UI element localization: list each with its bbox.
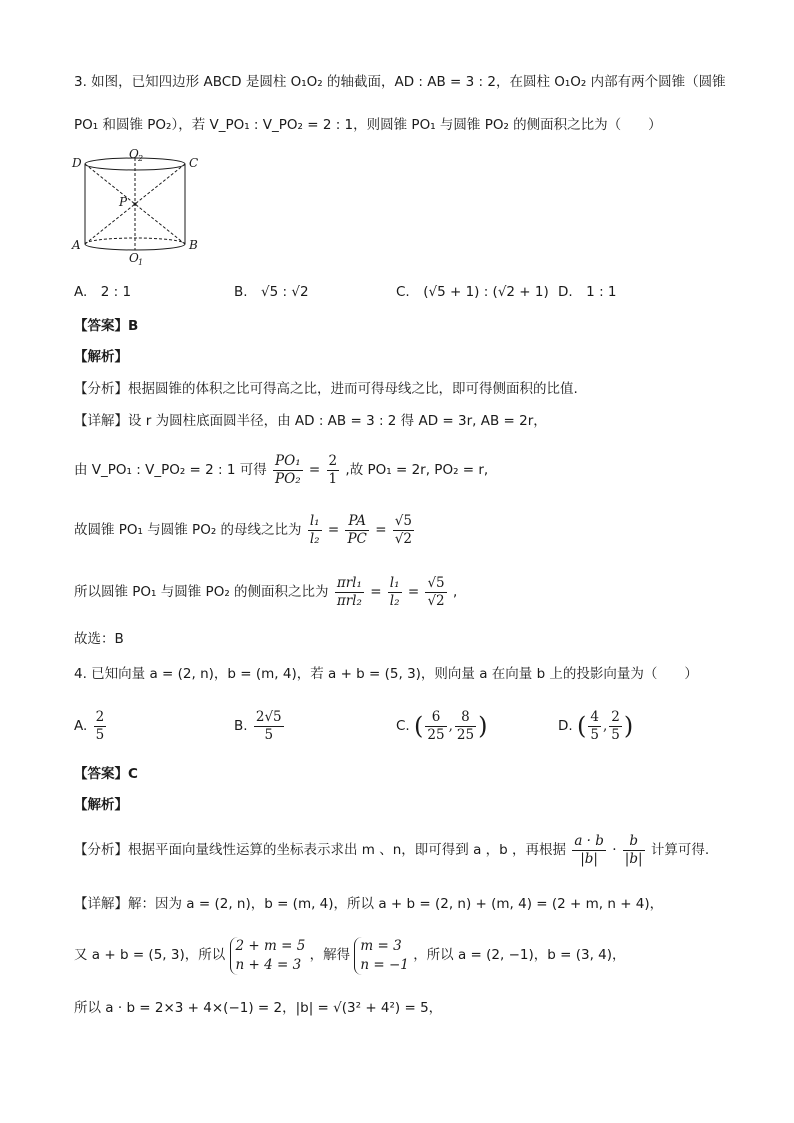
label-c: C [189, 156, 199, 170]
q3-detail-1: 【详解】设 r 为圆柱底面圆半径，由 AD : AB = 3 : 2 得 AD = 3r, AB = 2r， [74, 413, 547, 429]
q4-detail-2 [74, 935, 626, 975]
q4-option-d-frac1: $\frac{4}{5}$ [590, 708, 599, 743]
q4-option-d-label: D. [558, 718, 573, 734]
q4-system-equations: 2 + m = 5 n + 4 = 3 [230, 935, 306, 975]
q3-stem-line2: PO₁ 和圆锥 PO₂），若 V_PO₁ : V_PO₂ = 2 : 1，则圆锥 PO₁ 与圆锥 PO₂ 的侧面积之比为（ ） [74, 117, 662, 133]
q4-analysis-tag: 【解析】 [74, 797, 128, 813]
q4-option-c-frac1: $\frac{6}{25}$ [427, 708, 445, 743]
q3-frac-sqrt2: $\frac{√5}{√2}$ [427, 574, 445, 609]
q3-detail-2-post: ,故 PO₁ = 2r, PO₂ = r, [345, 462, 489, 478]
q4-detail-2-post: ，所以 a = (2, −1)，b = (3, 4)， [413, 947, 626, 963]
q3-detail-4-pre: 所以圆锥 PO₁ 与圆锥 PO₂ 的侧面积之比为 [74, 584, 329, 600]
q3-conclusion: 故选：B [74, 631, 124, 647]
q4-option-d: D. ( $\frac{4}{5}$ , $\frac{2}{5}$ ) [558, 708, 634, 743]
q4-fenxi-dot: · [612, 842, 617, 858]
q3-option-c: C. (√5 + 1) : (√2 + 1) [396, 284, 549, 300]
q4-option-b [234, 706, 286, 746]
q3-frac-pa-pc: $\frac{PA}{PC}$ [347, 512, 367, 547]
q3-fenxi: 【分析】根据圆锥的体积之比可得高之比，进而可得母线之比，即可得侧面积的比值. [74, 381, 578, 397]
q4-system-solution: m = 3 n = −1 [354, 935, 409, 975]
q4-option-a [74, 706, 108, 746]
q3-option-d: D. 1 : 1 [558, 284, 617, 300]
q4-option-b-label: B. [234, 718, 248, 734]
q3-detail-4-post: , [452, 584, 458, 600]
q3-detail-2: 由 V_PO₁ : V_PO₂ = 2 : 1 可得 $\frac{\text{PO₁}}{\text{PO₂}}$ = $\frac{2}{1}$ ,故 PO₁ = 2r, PO₂ = r, [74, 452, 489, 487]
cylinder-cone-figure [66, 148, 206, 266]
q4-fenxi-frac2: $\frac{b}{|b|}$ [624, 832, 643, 867]
q4-fenxi-frac1: $\frac{a \cdot b}{|b|}$ [574, 832, 604, 867]
q4-detail-3: 所以 a · b = 2×3 + 4×(−1) = 2，|b| = √(3² + 4²) = 5， [74, 1000, 443, 1016]
q3-answer: 【答案】B [74, 318, 139, 334]
q4-option-b-frac: $\frac{2√5}{5}$ [255, 708, 282, 743]
point-p [134, 203, 137, 206]
q4-fenxi-pre: 【分析】根据平面向量线性运算的坐标表示求出 m 、n，即可得到 a ，b ，再根据 [74, 842, 567, 858]
q3-stem-line1: 3. 如图，已知四边形 ABCD 是圆柱 O₁O₂ 的轴截面，AD : AB = 3 : 2，在圆柱 O₁O₂ 内部有两个圆锥（圆锥 [74, 74, 726, 90]
q4-option-d-frac2: $\frac{2}{5}$ [611, 708, 620, 743]
label-a: A [72, 238, 81, 252]
q4-answer: 【答案】C [74, 766, 138, 782]
q4-detail-1: 【详解】解：因为 a = (2, n)，b = (m, 4)，所以 a + b = (2, n) + (m, 4) = (2 + m, n + 4)， [74, 896, 664, 912]
label-o1-sub: 1 [138, 258, 144, 266]
q3-frac-l2: $\frac{\text{l₁}}{\text{l₂}}$ [389, 574, 400, 609]
label-b: B [189, 238, 198, 252]
q3-detail-3-pre: 故圆锥 PO₁ 与圆锥 PO₂ 的母线之比为 [74, 522, 302, 538]
q3-analysis-tag: 【解析】 [74, 349, 128, 365]
q3-option-a: A. 2 : 1 [74, 284, 132, 300]
q3-option-b: B. √5 : √2 [234, 284, 309, 300]
q4-option-a-label: A. [74, 718, 88, 734]
q3-detail-3: 故圆锥 PO₁ 与圆锥 PO₂ 的母线之比为 $\frac{\text{l₁}}{\text{l₂}}$ = $\frac{PA}{PC}$ = $\frac{√5}{√2}$ [74, 512, 412, 547]
label-d: D [72, 156, 82, 170]
q4-option-c: C. ( $\frac{6}{25}$ , $\frac{8}{25}$ ) [396, 708, 488, 743]
label-o2: O [129, 148, 139, 161]
q3-frac-2-1: $\frac{2}{1}$ [328, 452, 338, 487]
q3-detail-2-pre: 由 V_PO₁ : V_PO₂ = 2 : 1 可得 [74, 462, 267, 478]
q3-frac-pirl: $\frac{\text{πrl₁}}{\text{πrl₂}}$ [336, 574, 362, 609]
q4-fenxi-post: 计算可得. [650, 842, 710, 858]
q3-detail-4: 所以圆锥 PO₁ 与圆锥 PO₂ 的侧面积之比为 $\frac{\text{πrl₁}}{\text{πrl₂}}$ = $\frac{\text{l₁}}{\text{l₂}}$ = $\frac{√5}{√2}$ , [74, 574, 458, 609]
q4-stem: 4. 已知向量 a = (2, n)，b = (m, 4)，若 a + b = (5, 3)，则向量 a 在向量 b 上的投影向量为（ ） [74, 666, 698, 682]
q4-option-c-label: C. [396, 718, 410, 734]
q3-frac-sqrt: $\frac{√5}{√2}$ [394, 512, 412, 547]
label-p: P [119, 195, 128, 209]
label-o1: O [129, 251, 139, 265]
q3-frac-po: $\frac{\text{PO₁}}{\text{PO₂}}$ [275, 452, 301, 487]
label-o2-sub: 2 [138, 154, 144, 163]
q4-option-a-frac: $\frac{2}{5}$ [95, 708, 105, 743]
q4-fenxi [74, 830, 709, 870]
q4-detail-2-mid: ，解得 [309, 947, 351, 963]
q4-detail-2-pre: 又 a + b = (5, 3)，所以 [74, 947, 226, 963]
q4-option-c-frac2: $\frac{8}{25}$ [456, 708, 475, 743]
q3-frac-l: $\frac{\text{l₁}}{\text{l₂}}$ [309, 512, 320, 547]
